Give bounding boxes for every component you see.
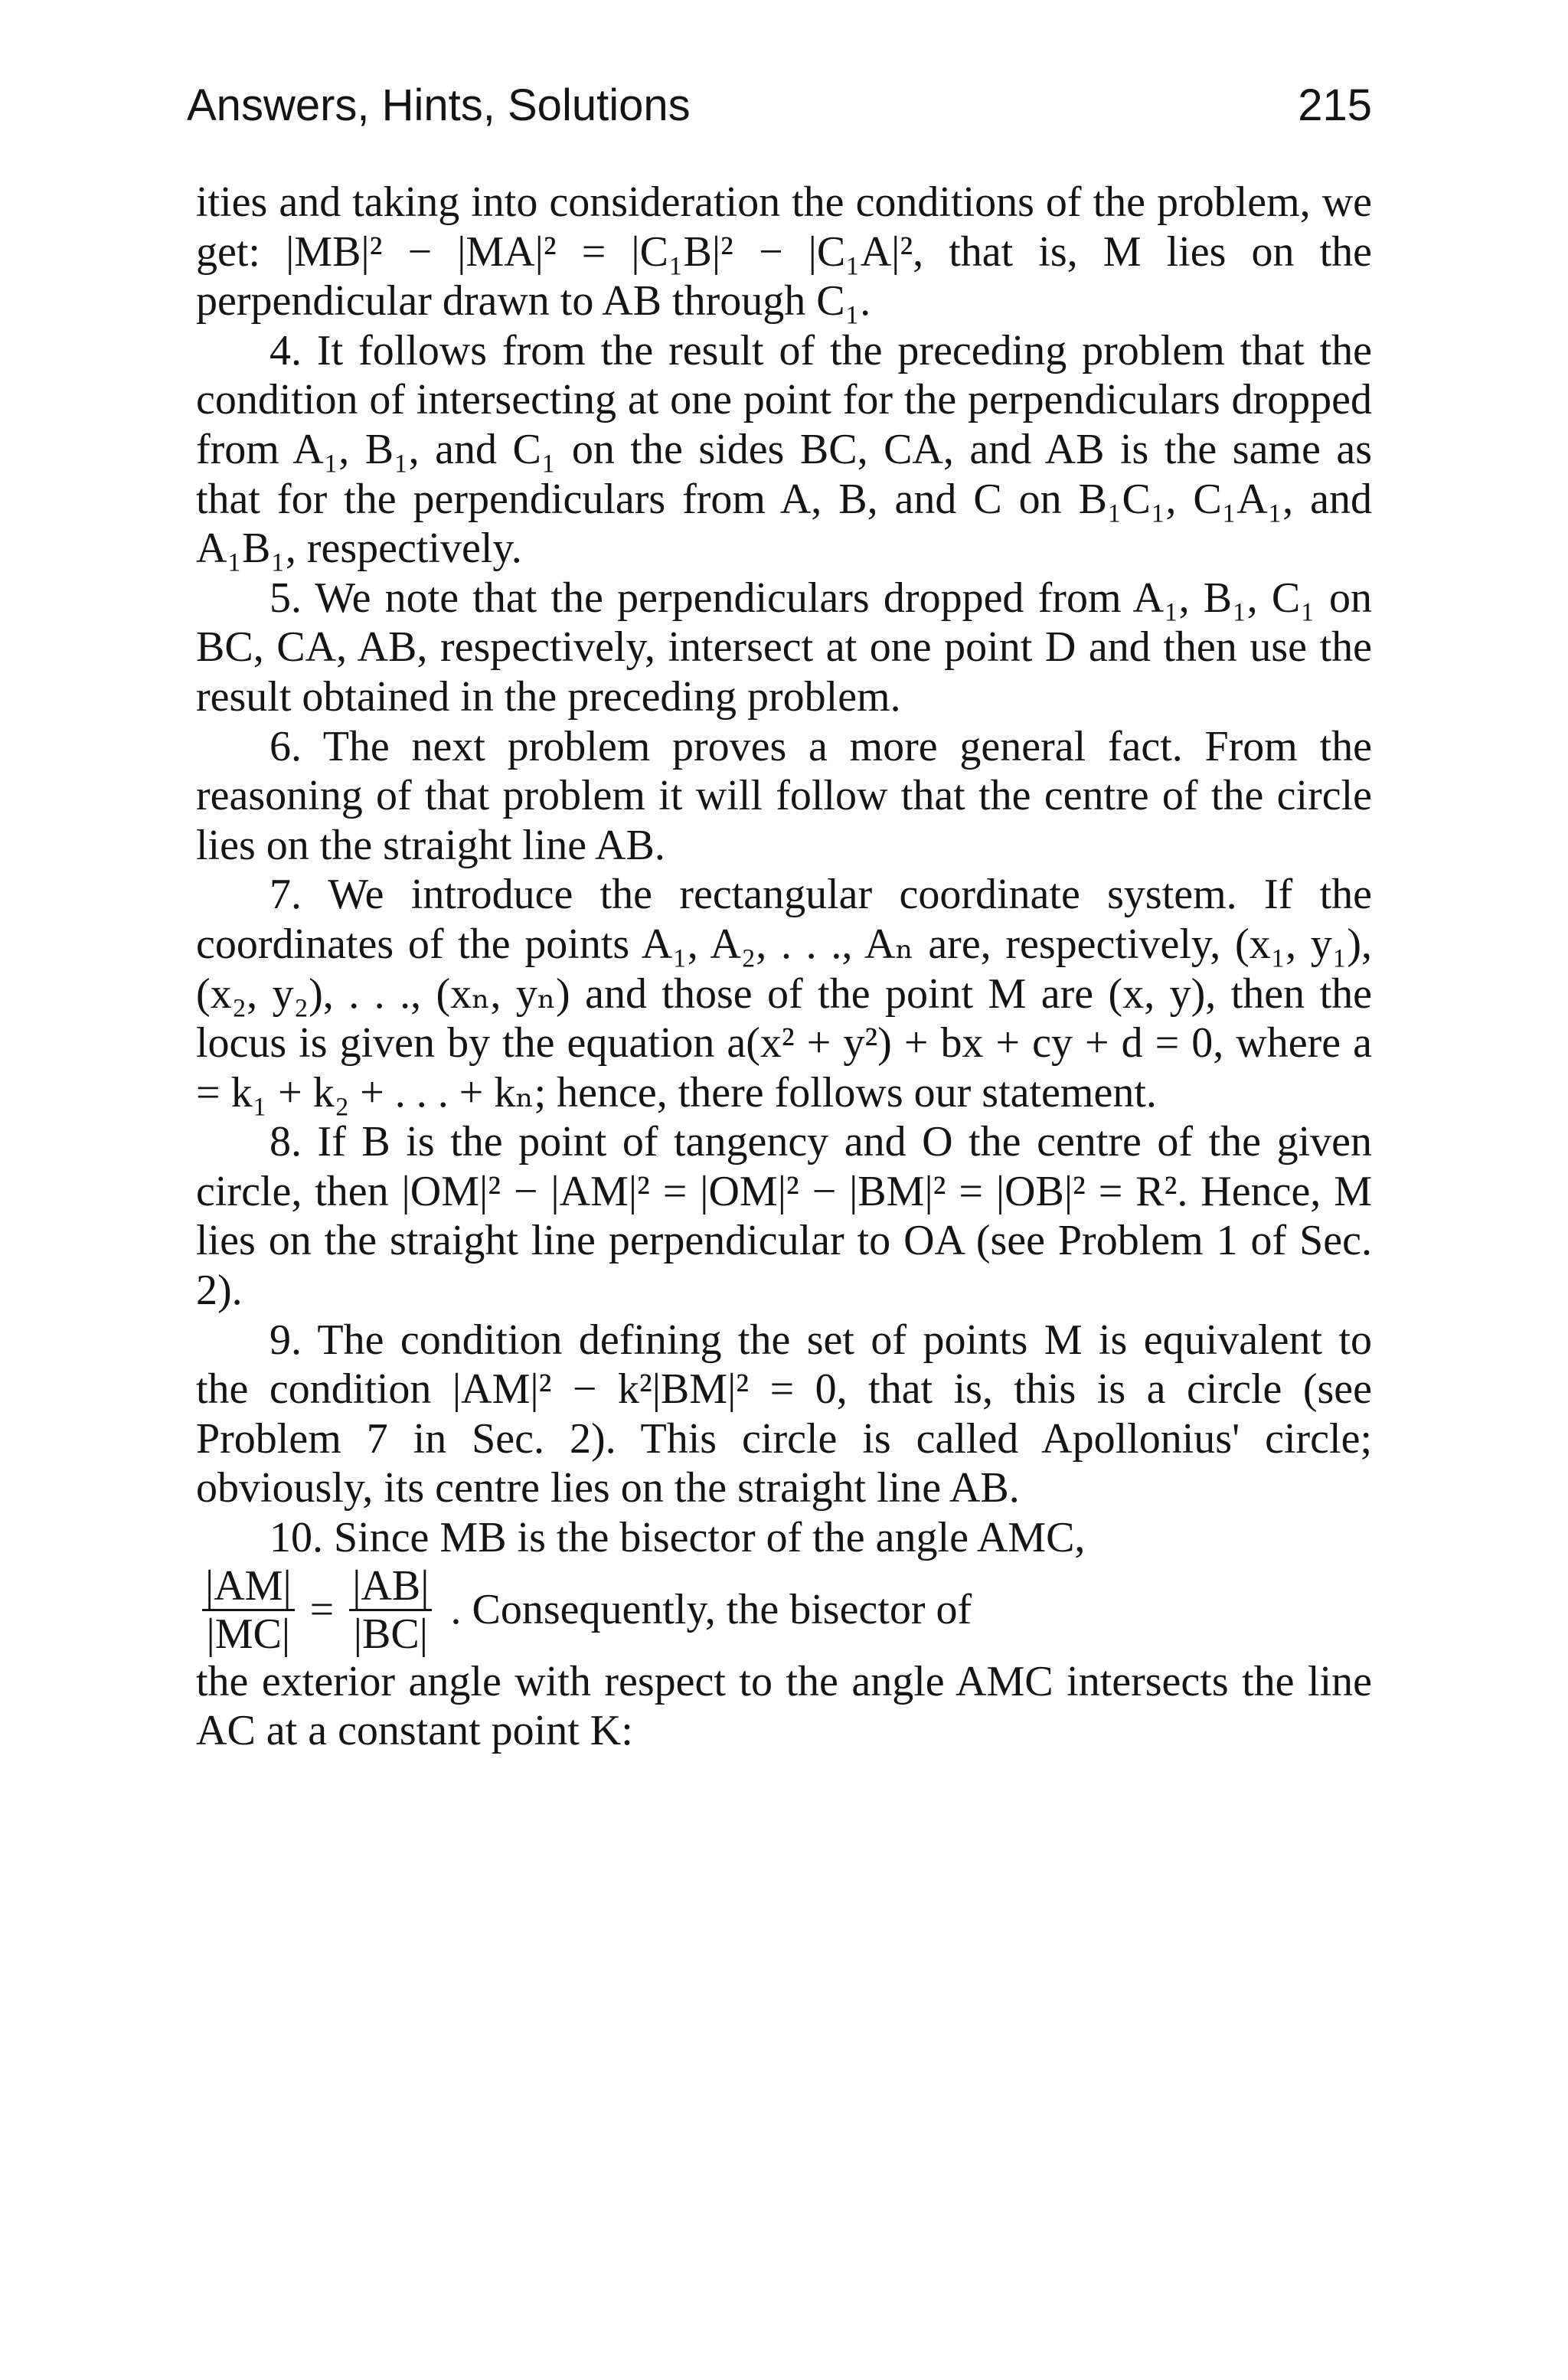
page-body: [196, 178, 1372, 1756]
paragraph-3-continued: ities and taking into consideration the conditions of the problem, we get: |MB|² − |MA|² = |C₁B|² − |C₁A|², that is, M lies on the perpendicular drawn to AB through C₁.: [196, 178, 1372, 325]
paragraph-9: 9. The condition defining the set of points M is equivalent to the condition |AM|² − k²|BM|² = 0, that is, this is a circle (see Problem 7 in Sec. 2). This circle is called Apollonius' circle; obviously, its centre lies on the straight line AB.: [196, 1316, 1372, 1512]
page-number: 215: [1298, 80, 1372, 130]
fraction-am-over-mc: [202, 1563, 295, 1657]
paragraph-8: 8. If B is the point of tangency and O the centre of the given circle, then |OM|² − |AM|² = |OM|² − |BM|² = |OB|² = R². Hence, M lies on the straight line perpendicular to OA (see Problem 1 of Sec. 2).: [196, 1118, 1372, 1315]
paragraph-5: 5. We note that the perpendiculars dropped from A₁, B₁, C₁ on BC, CA, AB, respectively, intersect at one point D and then use the result obtained in the preceding problem.: [196, 574, 1372, 721]
equals-sign: =: [309, 1585, 335, 1633]
fraction-denominator: |BC|: [353, 1610, 428, 1658]
running-header: [187, 75, 1372, 136]
paragraph-4: 4. It follows from the result of the preceding problem that the condition of intersecting at one point for the perpendiculars dropped from A₁, B₁, and C₁ on the sides BC, CA, and AB is the same as that for the perpendiculars from A, B, and C on B₁C₁, C₁A₁, and A₁B₁, respectively.: [196, 326, 1372, 573]
paragraph-10-end: the exterior angle with respect to the angle AMC intersects the line AC at a constant point K:: [196, 1657, 1372, 1755]
fraction-numerator: |AM|: [202, 1563, 295, 1611]
equation-trailing-text: . Consequently, the bisector of: [450, 1585, 972, 1633]
paragraph-6: 6. The next problem proves a more general fact. From the reasoning of that problem it will follow that the centre of the circle lies on the straight line AB.: [196, 722, 1372, 869]
fraction-denominator: |MC|: [206, 1610, 291, 1658]
fraction-numerator: |AB|: [349, 1563, 432, 1611]
fraction-ab-over-bc: [349, 1563, 432, 1657]
ratio-equation: [196, 1563, 1372, 1657]
paragraph-7: 7. We introduce the rectangular coordinate system. If the coordinates of the points A₁, A₂, . . ., Aₙ are, respectively, (x₁, y₁), (x₂, y₂), . . ., (xₙ, yₙ) and those of the point M are (x, y), then the locus is given by the equation a(x² + y²) + bx + cy + d = 0, where a = k₁ + k₂ + . . . + kₙ; hence, there follows our statement.: [196, 871, 1372, 1116]
running-title: Answers, Hints, Solutions: [187, 80, 691, 130]
paragraph-10-intro: 10. Since MB is the bisector of the angle AMC,: [270, 1514, 1086, 1562]
